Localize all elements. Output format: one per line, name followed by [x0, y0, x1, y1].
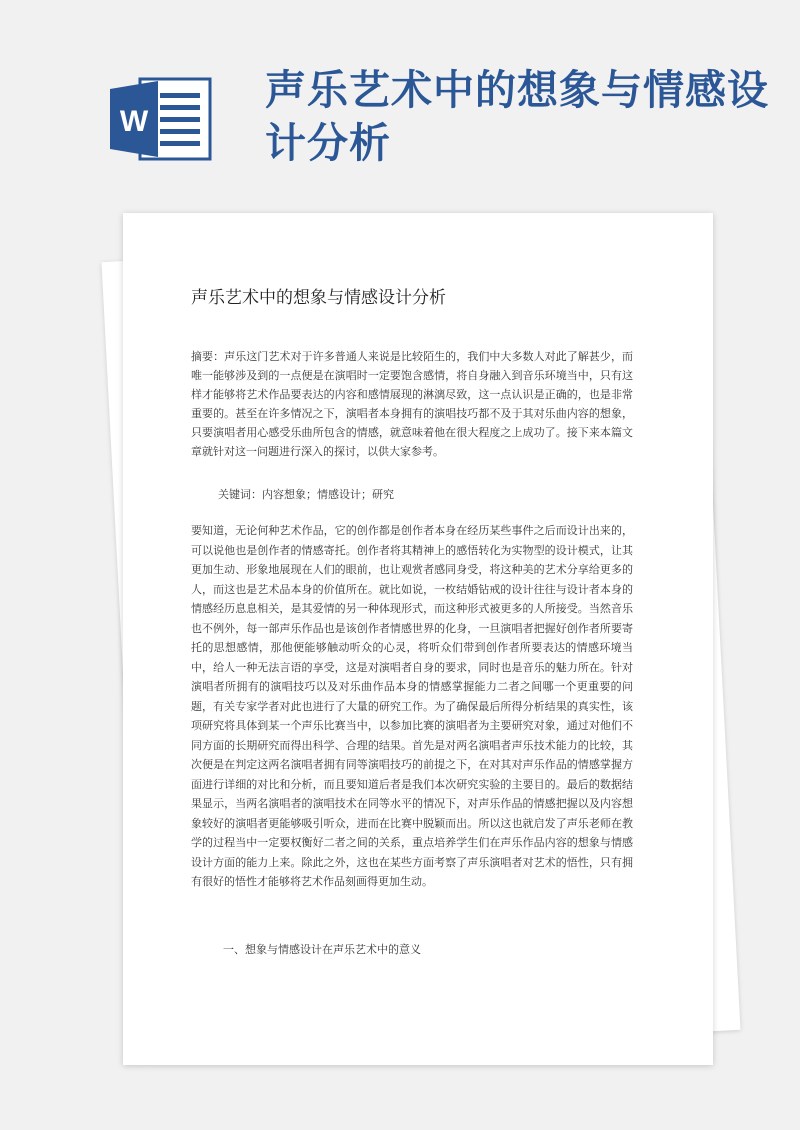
- body-paragraph: 要知道，无论何种艺术作品，它的创作都是创作者本身在经历某些事件之后而设计出来的，可以说他也是创作者的情感寄托。创作者将其精神上的感悟转化为实物型的设计模式，让其更加生动、形象地展现在人们的眼前，也让观赏者感同身受，将这种美的艺术分享给更多的人，而这也是艺术品本身的价值所在。就比如说，一枚结婚钻戒的设计往往与设计者本身的情感经历息息相关，是其爱情的另一种体现形式，而这种形式被更多的人所接受。当然音乐也不例外，每一部声乐作品也是该创作者情感世界的化身，一旦演唱者把握好创作者所要寄托的思想感情，那他便能够触动听众的心灵，将听众们带到创作者所要表达的情感环境当中，给人一种无法言语的享受，这是对演唱者自身的要求，同时也是音乐的魅力所在。针对演唱者所拥有的演唱技巧以及对乐曲作品本身的情感掌握能力二者之间哪一个更重要的问题，有关专家学者对此也进行了大量的研究工作。为了确保最后所得分析结果的真实性，该项研究将具体到某一个声乐比赛当中，以参加比赛的演唱者为主要研究对象，通过对他们不同方面的长期研究而得出科学、合理的结果。首先是对两名演唱者声乐技术能力的比较，其次便是在判定这两名演唱者拥有同等演唱技巧的前提之下，在对其对声乐作品的情感掌握方面进行详细的对比和分析，而且要知道后者是我们本次研究实验的主要目的。最后的数据结果显示，当两名演唱者的演唱技术在同等水平的情况下，对声乐作品的情感把握以及内容想象较好的演唱者更能够吸引听众，进而在比赛中脱颖而出。所以这也就启发了声乐老师在教学的过程当中一定要权衡好二者之间的关系，重点培养学生们在声乐作品内容的想象与情感设计方面的能力上来。除此之外，这也在某些方面考察了声乐演唱者对艺术的悟性，只有拥有很好的悟性才能够将艺术作品刻画得更加生动。: [191, 524, 633, 888]
- abstract-paragraph: 摘要：声乐这门艺术对于许多普通人来说是比较陌生的，我们中大多数人对此了解甚少，而唯一能够涉及到的一点便是在演唱时一定要饱含感情，将自身融入到音乐环境当中，只有这样才能够将艺术作品要表达的内容和感情展现的淋漓尽致，这一点认识是正确的，也是非常重要的。甚至在许多情况之下，演唱者本身拥有的演唱技巧都不及于其对乐曲内容的想象，只要演唱者用心感受乐曲所包含的情感，就意味着他在很大程度之上成功了。接下来本篇文章就针对这一问题进行深入的探讨，以供大家参考。: [191, 350, 633, 458]
- document-title: 声乐艺术中的想象与情感设计分析: [191, 288, 446, 308]
- banner-title: 声乐艺术中的想象与情感设计分析: [265, 66, 769, 167]
- word-document-icon: [108, 75, 212, 163]
- document-page: [123, 213, 713, 1065]
- icon-letter: W: [119, 105, 149, 138]
- keywords-line: 关键词：内容想象；情感设计；研究: [218, 488, 394, 501]
- section-heading: 一、想象与情感设计在声乐艺术中的意义: [223, 943, 421, 956]
